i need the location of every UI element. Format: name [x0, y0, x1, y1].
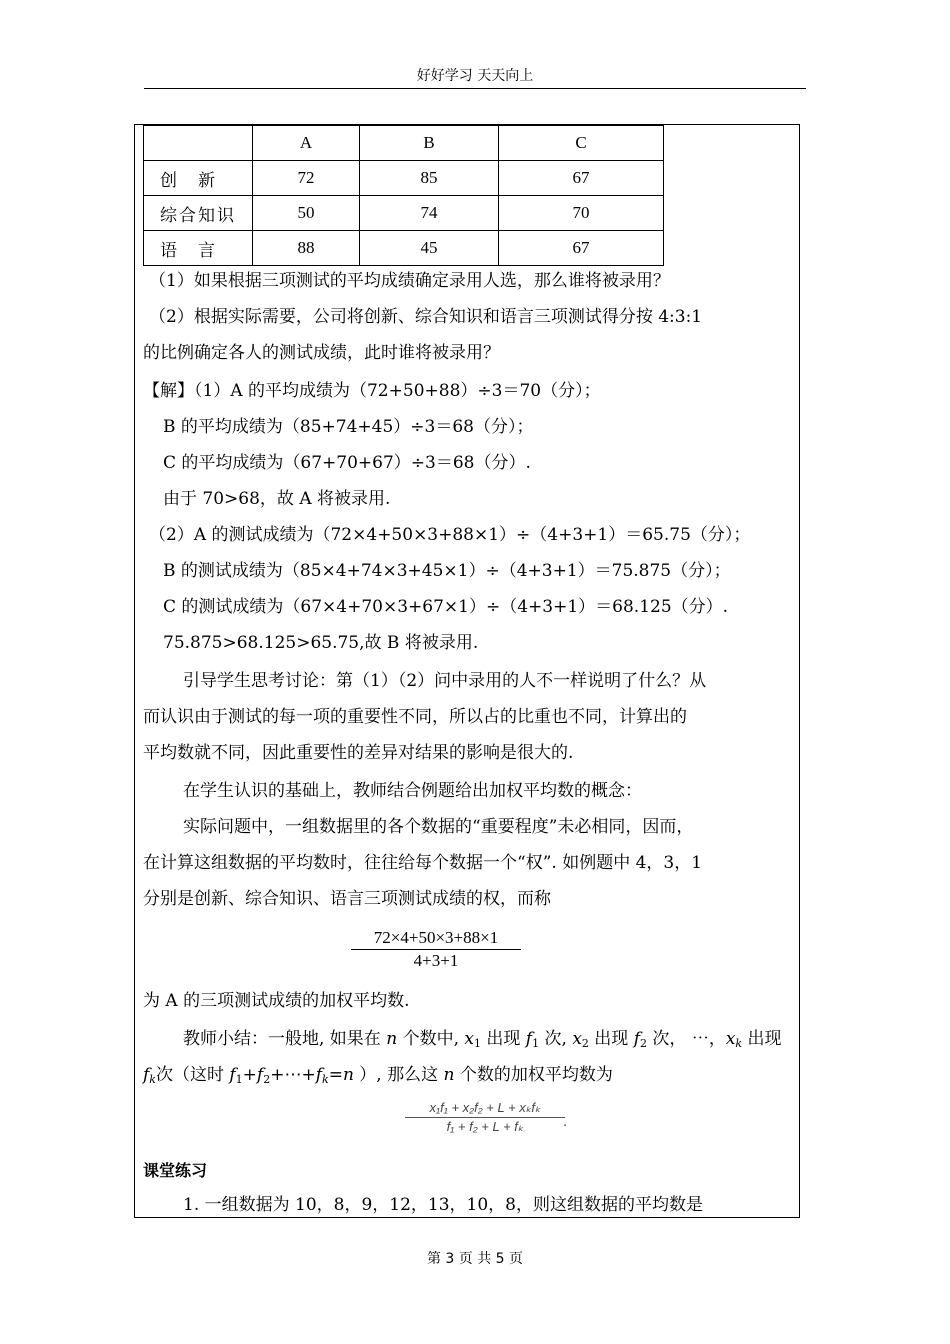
question-2-line-1: （2）根据实际需要，公司将创新、综合知识和语言三项测试得分按 4:3:1: [149, 307, 703, 327]
sub-k: k: [735, 1037, 743, 1050]
solution-line-2: B 的平均成绩为（85+74+45）÷3＝68（分）；: [163, 417, 534, 437]
formula-period: .: [563, 1115, 568, 1130]
concept-intro: 在学生认识的基础上，教师结合例题给出加权平均数的概念：: [183, 781, 642, 801]
question-2-line-2: 的比例确定各人的测试成绩，此时谁将被录用？: [143, 343, 500, 363]
summary-text: 出现: [742, 1029, 782, 1049]
table-cell: 74: [360, 196, 499, 231]
solution-line-3: C 的平均成绩为（67+70+67）÷3＝68（分）.: [163, 453, 531, 473]
var-x1: x: [464, 1029, 474, 1049]
var-fk: f: [315, 1065, 323, 1085]
question-1: （1）如果根据三项测试的平均成绩确定录用人选，那么谁将被录用？: [149, 271, 670, 291]
row-label-text: 综合知识: [160, 205, 236, 225]
weighted-mean-fraction: [351, 927, 521, 972]
column-header-b: B: [360, 126, 499, 161]
var-x2: x: [572, 1029, 582, 1049]
exercise-1: 1. 一组数据为 10，8，9，12，13，10，8，则这组数据的平均数是: [183, 1195, 704, 1215]
sub-2: 2: [640, 1037, 648, 1050]
sub-1: 1: [532, 1037, 540, 1050]
discussion-line-2: 而认识由于测试的每一项的重要性不同，所以占的比重也不同，计算出的: [143, 707, 687, 727]
sub-1: 1: [235, 1073, 243, 1086]
summary-text: 次（这时: [155, 1065, 230, 1085]
var-n: n: [386, 1029, 398, 1049]
solution-line-8: 75.875>68.125>65.75,故 B 将被录用.: [163, 633, 479, 653]
summary-text: 个数的加权平均数为: [454, 1065, 613, 1085]
header-rule: [144, 88, 806, 89]
solution-line-6: B 的测试成绩为（85×4+74×3+45×1）÷（4+3+1）＝75.875（分）；: [163, 561, 731, 581]
definition-line-2: 在计算这组数据的平均数时，往往给每个数据一个“权”. 如例题中 4，3，1: [143, 853, 703, 873]
formula-denominator: f₁ + f₂ + L + fₖ: [446, 1119, 524, 1134]
page-header: 好好学习 天天向上: [416, 68, 534, 84]
summary-line-1: [183, 1027, 782, 1051]
sub-2: 2: [581, 1037, 589, 1050]
summary-text: 教师小结：一般地, 如果在: [183, 1029, 387, 1049]
table-cell: 70: [499, 196, 664, 231]
var-f2: f: [256, 1065, 264, 1085]
solution-line-1: 【解】（1）A 的平均成绩为（72+50+88）÷3＝70（分）；: [143, 381, 601, 401]
table-corner-cell: [144, 126, 253, 161]
var-f1: f: [229, 1065, 236, 1085]
summary-text: 出现: [480, 1029, 526, 1049]
column-header-a: A: [253, 126, 360, 161]
table-cell: 88: [253, 231, 360, 266]
content-frame: [134, 124, 800, 1218]
table-cell: 45: [360, 231, 499, 266]
definition-line-1: 实际问题中，一组数据里的各个数据的“重要程度”未必相同，因而，: [183, 817, 694, 837]
row-label-knowledge: [144, 196, 253, 231]
table-row: [144, 231, 664, 266]
summary-text: 次， ⋯，: [647, 1029, 726, 1049]
discussion-line-3: 平均数就不同，因此重要性的差异对结果的影响是很大的.: [143, 743, 574, 763]
summary-text: ）, 那么这: [353, 1065, 444, 1085]
sub-k: k: [149, 1073, 156, 1086]
row-label-innovation: [144, 161, 253, 196]
sub-1: 1: [473, 1037, 481, 1050]
var-fk: f: [143, 1065, 150, 1085]
summary-text: 个数中,: [397, 1029, 465, 1049]
table-cell: 50: [253, 196, 360, 231]
row-label-text: 语 言: [160, 240, 217, 260]
var-n: n: [443, 1065, 455, 1085]
var-f2: f: [633, 1029, 641, 1049]
summary-line-2: $f_k$次（这时 $f_1+f_2+\cdots+f_k=n$ ）, 那么这 n 个数的加权平均数为: [143, 1065, 613, 1086]
summary-text: 出现: [588, 1029, 634, 1049]
general-weighted-mean-formula: [405, 1099, 568, 1136]
fraction-denominator: 4+3+1: [413, 951, 459, 970]
discussion-line-1: 引导学生思考讨论：第（1）（2）问中录用的人不一样说明了什么？从: [183, 671, 707, 691]
table-cell: 67: [499, 161, 664, 196]
definition-line-3: 分别是创新、综合知识、语言三项测试成绩的权，而称: [143, 889, 551, 909]
solution-line-4: 由于 70>68，故 A 将被录用.: [163, 489, 391, 509]
practice-heading: 课堂练习: [143, 1161, 208, 1180]
after-fraction-line: 为 A 的三项测试成绩的加权平均数.: [143, 991, 410, 1011]
score-table: [143, 125, 664, 266]
solution-line-7: C 的测试成绩为（67×4+70×3+67×1）÷（4+3+1）＝68.125（分）.: [163, 597, 729, 617]
row-label-text: 创 新: [160, 170, 217, 190]
table-row: [144, 161, 664, 196]
summary-text: 次,: [539, 1029, 573, 1049]
formula-numerator: x₁f₁ + x₂f₂ + L + xₖfₖ: [429, 1100, 541, 1115]
table-cell: 72: [253, 161, 360, 196]
table-row: [144, 196, 664, 231]
sub-k: k: [322, 1073, 329, 1086]
table-cell: 67: [499, 231, 664, 266]
page-footer: 第 3 页 共 5 页: [426, 1251, 524, 1267]
table-cell: 85: [360, 161, 499, 196]
row-label-language: [144, 231, 253, 266]
fraction-numerator: 72×4+50×3+88×1: [373, 928, 499, 947]
solution-line-5: （2）A 的测试成绩为（72×4+50×3+88×1）÷（4+3+1）＝65.75（分）；: [149, 525, 751, 545]
table-header-row: [144, 126, 664, 161]
sub-2: 2: [263, 1073, 271, 1086]
var-n: n: [342, 1065, 354, 1085]
summary-text: =: [328, 1065, 343, 1085]
var-xk: x: [725, 1029, 736, 1049]
var-f1: f: [525, 1029, 533, 1049]
column-header-c: C: [499, 126, 664, 161]
